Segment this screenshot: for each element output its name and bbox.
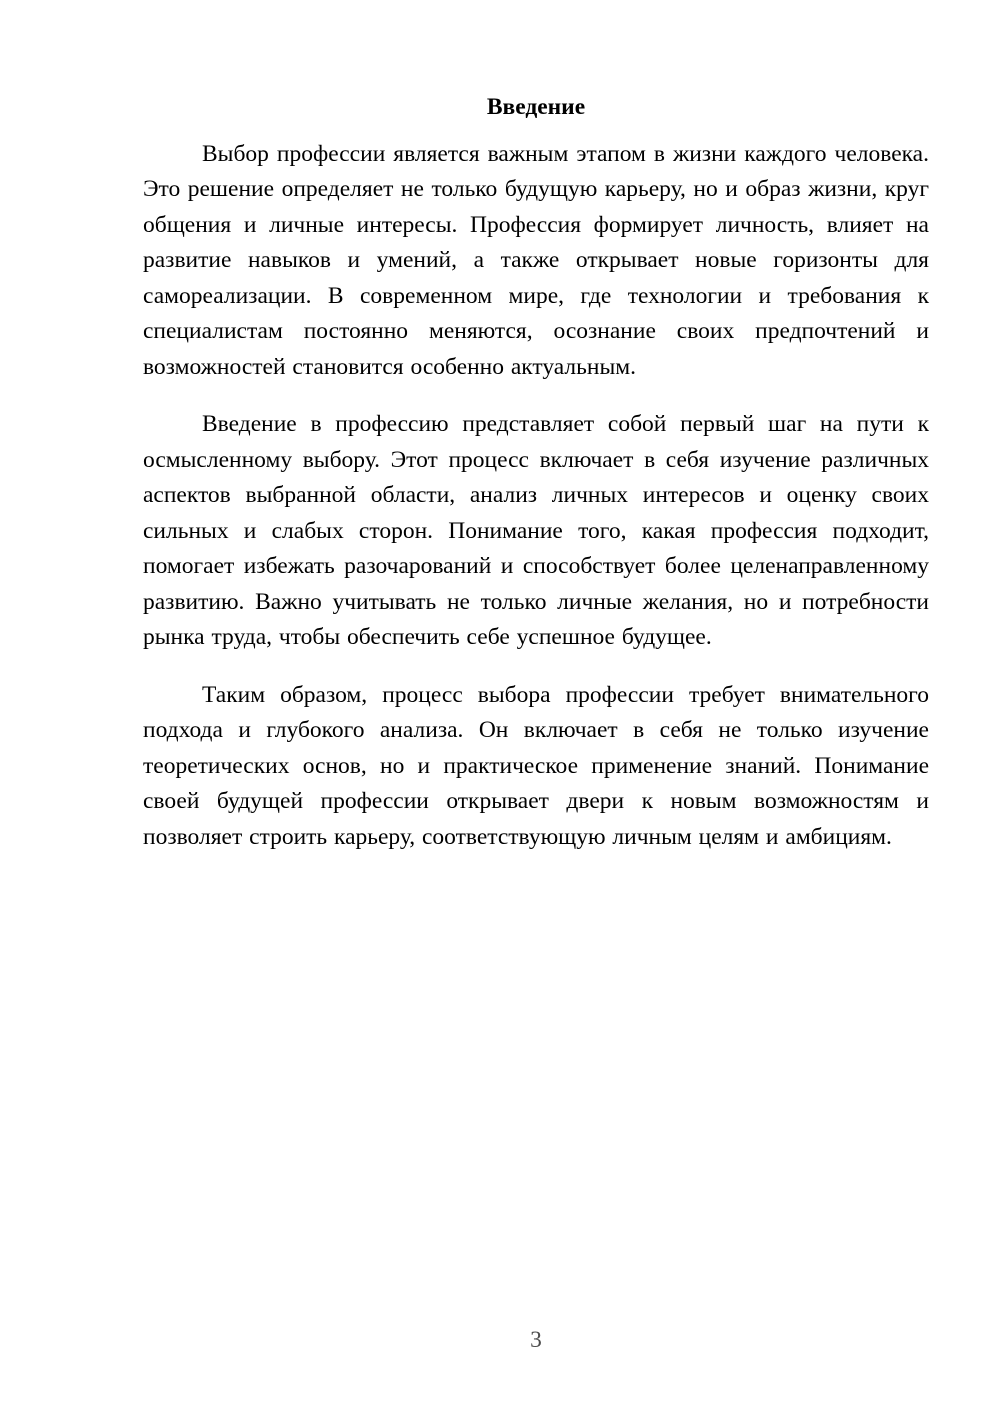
paragraph-3: Таким образом, процесс выбора профессии требует внимательного подхода и глубокого анализа. Он включает в себя не только изучение теоретических основ, но и практическое применение знаний. Понимание своей будущей профессии открывает двери к новым возможностям и позволяет строить карьеру, соответствующую личным целям и амбициям.	[143, 681, 929, 850]
page-title: Введение	[486, 94, 586, 120]
page-number: 3	[530, 1327, 542, 1353]
document-body	[143, 90, 929, 877]
paragraph-1: Выбор профессии является важным этапом в жизни каждого человека. Это решение определяет не только будущую карьеру, но и образ жизни, круг общения и личные интересы. Профессия формирует личность, влияет на развитие навыков и умений, а также открывает новые горизонты для самореализации. В современном мире, где технологии и требования к специалистам постоянно меняются, осознание своих предпочтений и возможностей становится особенно актуальным.	[143, 140, 929, 380]
paragraph-2: Введение в профессию представляет собой первый шаг на пути к осмысленному выбору. Этот процесс включает в себя изучение различных аспектов выбранной области, анализ личных интересов и оценку своих сильных и слабых сторон. Понимание того, какая профессия подходит, помогает избежать разочарований и способствует более целенаправленному развитию. Важно учитывать не только личные желания, но и потребности рынка труда, чтобы обеспечить себе успешное будущее.	[143, 411, 929, 650]
